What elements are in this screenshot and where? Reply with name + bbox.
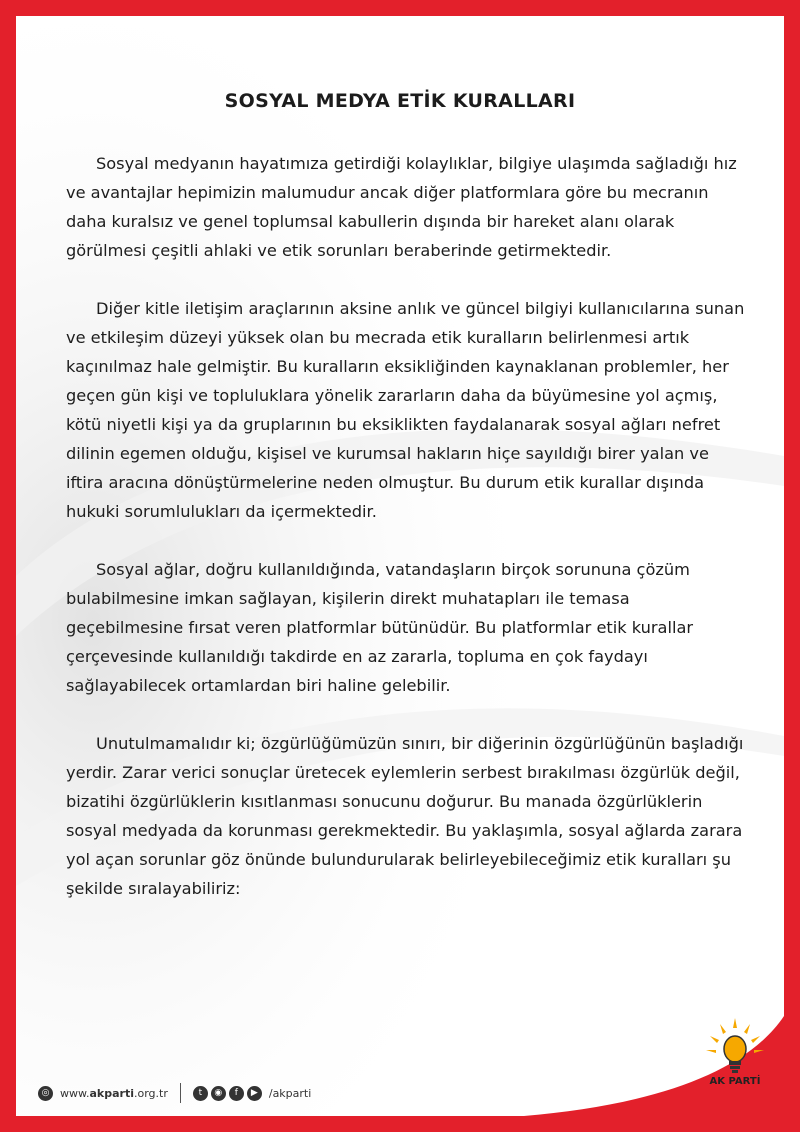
paragraph: Sosyal ağlar, doğru kullanıldığında, vatandaşların birçok sorununa çözüm bulabilmesine imkan sağlayan, kişilerin direkt muhatapları ile temasa geçebilmesine fırsat veren platformlar bütünüdür. Bu platformlar etik kurallar çerçevesinde kullanıldığı takdirde en az zararla, topluma en çok faydayı sağlayabilecek ortamlardan biri haline gelebilir. <box>66 560 694 695</box>
instagram-icon[interactable]: ◉ <box>211 1086 226 1101</box>
logo-text: AK PARTİ <box>709 1076 761 1087</box>
document-sheet <box>16 16 784 1116</box>
party-logo <box>700 1016 770 1096</box>
paragraph: Unutulmamalıdır ki; özgürlüğümüzün sınırı, bir diğerinin özgürlüğünün başladığı yerdir. Zarar verici sonuçlar üretecek eylemlerin serbest bırakılması özgürlük değil, bizatihi özgürlüklerin kısıtlanması sonucunu doğurur. Bu manada özgürlüklerin sosyal medyada da korunması gerekmektedir. Bu yaklaşımla, sosyal ağlarda zarara yol açan sorunlar göz önünde bulundurularak belirleyebileceğimiz etik kuralları şu şekilde sıralayabiliriz: <box>66 734 744 898</box>
facebook-icon[interactable]: f <box>229 1086 244 1101</box>
website-link[interactable]: www.akparti.org.tr <box>60 1086 168 1100</box>
document-title: SOSYAL MEDYA ETİK KURALLARI <box>224 90 576 112</box>
paragraph: Sosyal medyanın hayatımıza getirdiği kolaylıklar, bilgiye ulaşımda sağladığı hız ve avantajlar hepimizin malumudur ancak diğer platformlara göre bu mecranın daha kuralsız ve genel toplumsal kabullerin dışında bir hareket alanı olarak görülmesi çeşitli ahlaki ve etik sorunları beraberinde getirmektedir. <box>66 154 737 260</box>
document-body <box>66 149 746 932</box>
footer <box>38 1082 311 1104</box>
lightbulb-icon <box>700 1016 770 1076</box>
social-handle[interactable]: /akparti <box>268 1086 312 1100</box>
footer-divider <box>180 1083 181 1103</box>
youtube-icon[interactable]: ▶ <box>247 1086 262 1101</box>
globe-icon: ◎ <box>38 1086 53 1101</box>
paragraph: Diğer kitle iletişim araçlarının aksine anlık ve güncel bilgiyi kullanıcılarına sunan ve etkileşim düzeyi yüksek olan bu mecrada etik kuralların belirlenmesi artık kaçınılmaz hale gelmiştir. Bu kuralların eksikliğinden kaynaklanan problemler, her geçen gün kişi ve topluluklara yönelik zararların daha da büyümesine yol açmış, kötü niyetli kişi ya da gruplarının bu eksiklikten faydalanarak sosyal ağları nefret dilinin egemen olduğu, kişisel ve kurumsal hakların hiçe sayıldığı birer yalan ve iftira aracına dönüştürmelerine neden olmuştur. Bu durum etik kurallar dışında hukuki sorumlulukları da içermektedir. <box>66 299 745 521</box>
twitter-icon[interactable]: t <box>193 1086 208 1101</box>
